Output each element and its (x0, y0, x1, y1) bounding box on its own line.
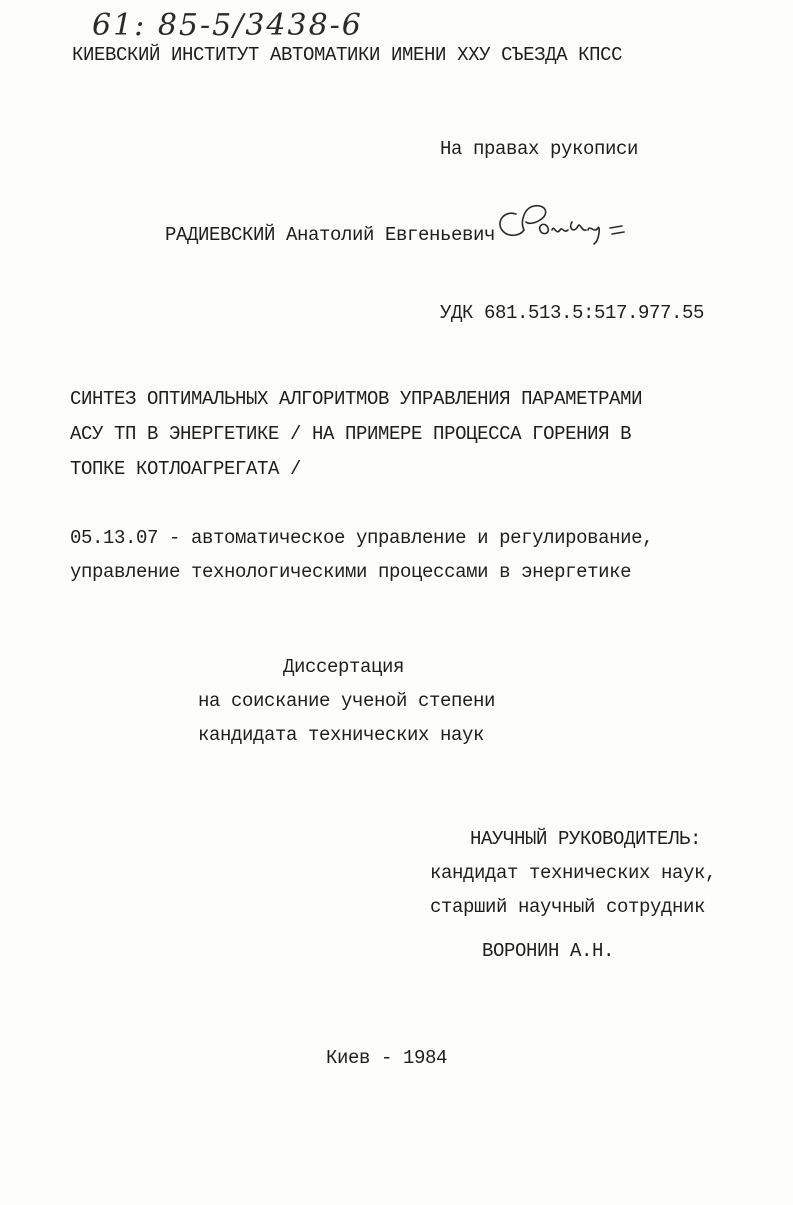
author-name: РАДИЕВСКИЙ Анатолий Евгеньевич (165, 224, 496, 246)
specialty-line: управление технологическими процессами в энергетике (70, 561, 632, 583)
archive-number-handwritten: 61: 85-5/3438-6 (92, 8, 363, 43)
supervisor-position: старший научный сотрудник (430, 896, 706, 918)
title-line: СИНТЕЗ ОПТИМАЛЬНЫХ АЛГОРИТМОВ УПРАВЛЕНИЯ ПАРАМЕТРАМИ (70, 388, 643, 410)
degree-line: на соискание ученой степени (198, 690, 496, 712)
institute-name: КИЕВСКИЙ ИНСТИТУТ АВТОМАТИКИ ИМЕНИ ХХУ СЪЕЗДА КПСС (72, 44, 623, 66)
specialty-line: 05.13.07 - автоматическое управление и регулирование, (70, 527, 654, 549)
author-signature (494, 200, 644, 250)
city-and-year: Киев - 1984 (326, 1047, 448, 1069)
title-line: АСУ ТП В ЭНЕРГЕТИКЕ / НА ПРИМЕРЕ ПРОЦЕССА ГОРЕНИЯ В (70, 423, 632, 445)
supervisor-name: ВОРОНИН А.Н. (482, 940, 615, 962)
udc-code: УДК 681.513.5:517.977.55 (440, 302, 705, 324)
title-line: ТОПКЕ КОТЛОАГРЕГАТА / (70, 458, 302, 480)
supervisor-heading: НАУЧНЫЙ РУКОВОДИТЕЛЬ: (470, 828, 702, 850)
degree-line: кандидата технических наук (198, 724, 485, 746)
supervisor-degree: кандидат технических наук, (430, 862, 717, 884)
manuscript-rights-note: На правах рукописи (440, 138, 639, 160)
degree-line: Диссертация (283, 656, 405, 678)
